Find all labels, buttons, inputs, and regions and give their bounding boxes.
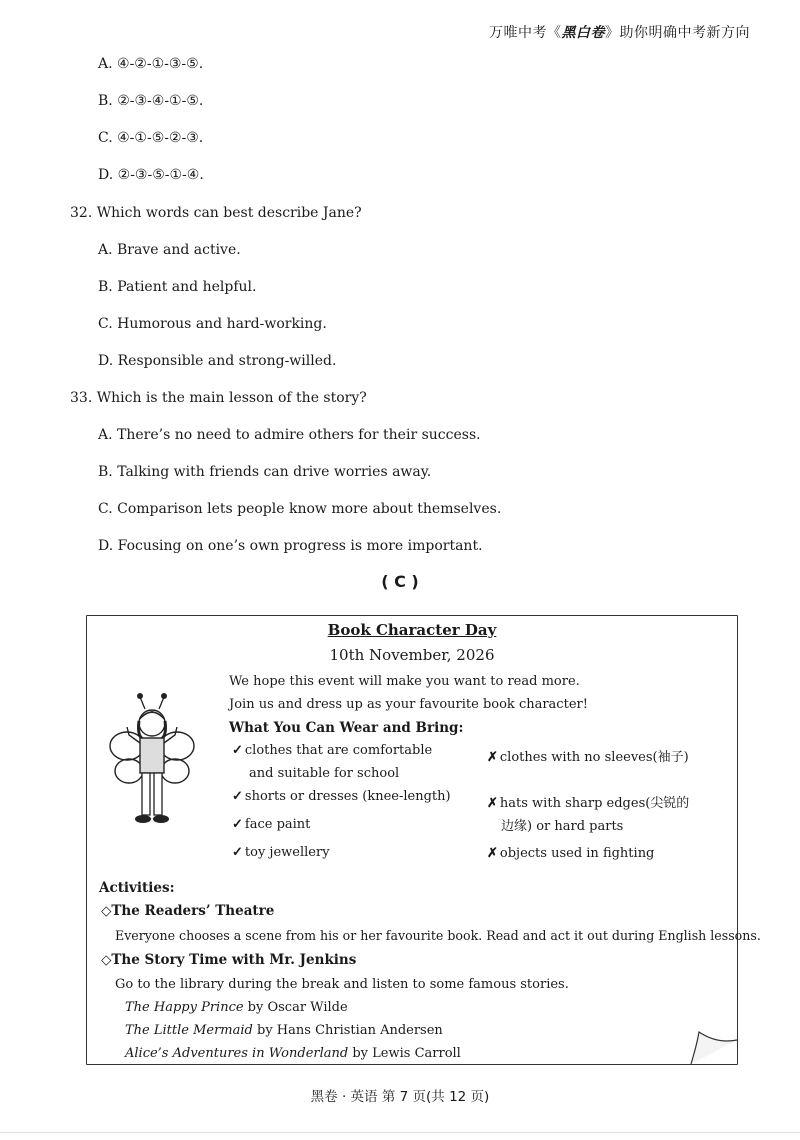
header-suffix: 》助你明确中考新方向 xyxy=(605,25,750,41)
q32-option-d: D. Responsible and strong-willed. xyxy=(98,353,337,369)
not-allowed-item-2: ✗ hats with sharp edges(尖锐的 xyxy=(487,796,690,811)
check-icon: ✓ xyxy=(232,743,243,758)
q33-option-a: A. There’s no need to admire others for their success. xyxy=(98,427,481,443)
book-1: The Happy Prince by Oscar Wilde xyxy=(125,1000,348,1015)
activities-heading: Activities: xyxy=(99,880,175,896)
page-curl-icon xyxy=(689,1026,739,1066)
wear-heading: What You Can Wear and Bring: xyxy=(229,720,464,736)
q32-option-a: A. Brave and active. xyxy=(98,242,241,258)
q31-option-d: D. ②-③-⑤-①-④. xyxy=(98,167,204,183)
allowed-item-1-cont: and suitable for school xyxy=(249,766,400,781)
diamond-icon: ◇ xyxy=(101,952,112,968)
cross-icon: ✗ xyxy=(487,846,498,861)
q33-stem: 33. Which is the main lesson of the story? xyxy=(70,390,367,406)
page-footer: 黑卷 · 英语 第 7 页(共 12 页) xyxy=(310,1089,490,1105)
q32-stem: 32. Which words can best describe Jane? xyxy=(70,205,362,221)
q31-option-c: C. ④-①-⑤-②-③. xyxy=(98,130,204,146)
q31-option-a: A. ④-②-①-③-⑤. xyxy=(98,56,204,72)
q32-option-b: B. Patient and helpful. xyxy=(98,279,257,295)
bottom-divider xyxy=(0,1132,800,1133)
q32-option-c: C. Humorous and hard-working. xyxy=(98,316,327,332)
q31-option-b: B. ②-③-④-①-⑤. xyxy=(98,93,204,109)
poster-intro-2: Join us and dress up as your favourite book character! xyxy=(229,697,588,712)
activity-1-title: ◇The Readers’ Theatre xyxy=(101,903,275,919)
diamond-icon: ◇ xyxy=(101,903,112,919)
cross-icon: ✗ xyxy=(487,796,498,811)
page-header xyxy=(489,22,750,42)
event-poster xyxy=(86,615,761,1065)
header-prefix: 万唯中考《 xyxy=(489,25,562,41)
poster-intro-1: We hope this event will make you want to read more. xyxy=(229,674,580,689)
q33-option-d: D. Focusing on one’s own progress is more important. xyxy=(98,538,483,554)
not-allowed-item-1: ✗ clothes with no sleeves(袖子) xyxy=(487,750,689,765)
check-icon: ✓ xyxy=(232,817,243,832)
section-label: ( C ) xyxy=(381,572,419,591)
allowed-item-4: ✓ toy jewellery xyxy=(232,845,330,860)
allowed-item-1: ✓ clothes that are comfortable xyxy=(232,743,433,758)
child-costume-illustration xyxy=(107,691,197,836)
poster-date: 10th November, 2026 xyxy=(329,646,495,664)
activity-2-title: ◇The Story Time with Mr. Jenkins xyxy=(101,952,357,968)
cross-icon: ✗ xyxy=(487,750,498,765)
not-allowed-item-2-cont: 边缘) or hard parts xyxy=(501,819,624,834)
check-icon: ✓ xyxy=(232,845,243,860)
poster-title: Book Character Day xyxy=(327,621,497,639)
book-2: The Little Mermaid by Hans Christian Andersen xyxy=(125,1023,443,1038)
book-3: Alice’s Adventures in Wonderland by Lewis Carroll xyxy=(125,1046,461,1061)
activity-1-text: Everyone chooses a scene from his or her favourite book. Read and act it out during English lessons. xyxy=(115,928,761,943)
activity-2-text: Go to the library during the break and listen to some famous stories. xyxy=(115,977,569,992)
q33-option-c: C. Comparison lets people know more about themselves. xyxy=(98,501,502,517)
check-icon: ✓ xyxy=(232,789,243,804)
allowed-item-2: ✓ shorts or dresses (knee-length) xyxy=(232,789,451,804)
not-allowed-item-3: ✗ objects used in fighting xyxy=(487,846,655,861)
allowed-item-3: ✓ face paint xyxy=(232,817,311,832)
q33-option-b: B. Talking with friends can drive worries away. xyxy=(98,464,432,480)
header-brand: 黑白卷 xyxy=(561,25,605,41)
